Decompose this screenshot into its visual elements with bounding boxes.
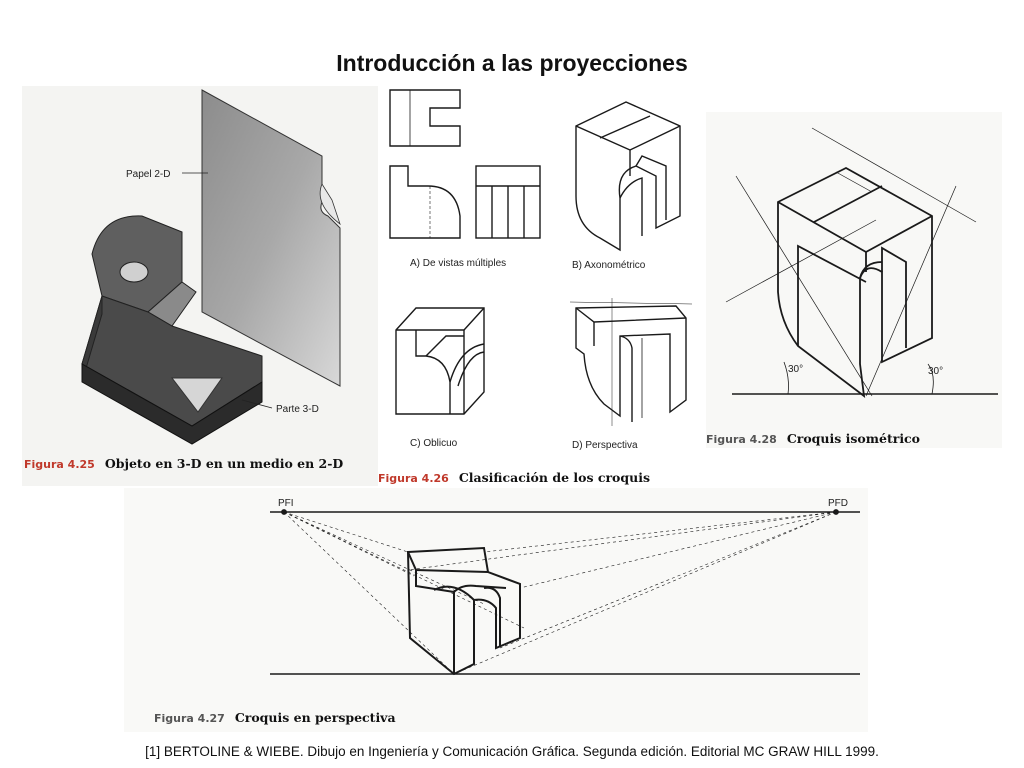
label-b-axonometric: B) Axonométrico — [572, 260, 646, 271]
perspective-projectors — [284, 512, 836, 674]
figure-caption: Croquis en perspectiva — [234, 710, 396, 725]
label-d-perspective: D) Perspectiva — [572, 440, 638, 451]
figure-4-26-illustration — [380, 86, 700, 466]
caption-figure-4-25 — [24, 455, 343, 473]
label-part-3d: Parte 3-D — [276, 404, 319, 415]
figure-number: Figura 4.27 — [154, 712, 225, 725]
label-paper-2d: Papel 2-D — [126, 169, 171, 180]
oblique-sketch — [396, 308, 484, 414]
figure-4-27-illustration — [124, 488, 868, 732]
figure-caption: Croquis isométrico — [786, 431, 921, 446]
isometric-object — [778, 168, 932, 396]
caption-figure-4-27 — [154, 709, 396, 727]
figure-number: Figura 4.25 — [24, 458, 95, 471]
reference-footer: [1] BERTOLINE & WIEBE. Dibujo en Ingeniería y Comunicación Gráfica. Segunda edición. Editorial MC GRAW HILL 1999. — [145, 744, 879, 759]
caption-figure-4-28 — [706, 430, 920, 448]
caption-figure-4-26 — [378, 469, 650, 487]
vp-right-label: PFD — [828, 498, 848, 509]
vp-left-label: PFI — [278, 498, 294, 509]
angle-label-right: 30° — [928, 366, 944, 377]
label-c-oblique: C) Oblicuo — [410, 438, 458, 449]
figure-caption: Objeto en 3-D en un medio en 2-D — [104, 456, 344, 471]
label-a-multiview: A) De vistas múltiples — [410, 258, 507, 269]
isometric-construction-lines — [726, 128, 976, 396]
perspective-sketch — [570, 298, 692, 426]
page-title: Introducción a las proyecciones — [336, 50, 688, 76]
axonometric-sketch — [576, 102, 680, 250]
figure-caption: Clasificación de los croquis — [458, 470, 650, 485]
paper-2d-sheet — [202, 90, 340, 386]
perspective-object — [408, 548, 520, 674]
multiview-sketch — [390, 90, 540, 238]
angle-label-left: 30° — [788, 364, 804, 375]
figure-4-25-illustration — [22, 86, 378, 486]
figure-4-28-illustration — [706, 112, 1002, 452]
figure-number: Figura 4.28 — [706, 433, 777, 446]
figure-number: Figura 4.26 — [378, 472, 449, 485]
